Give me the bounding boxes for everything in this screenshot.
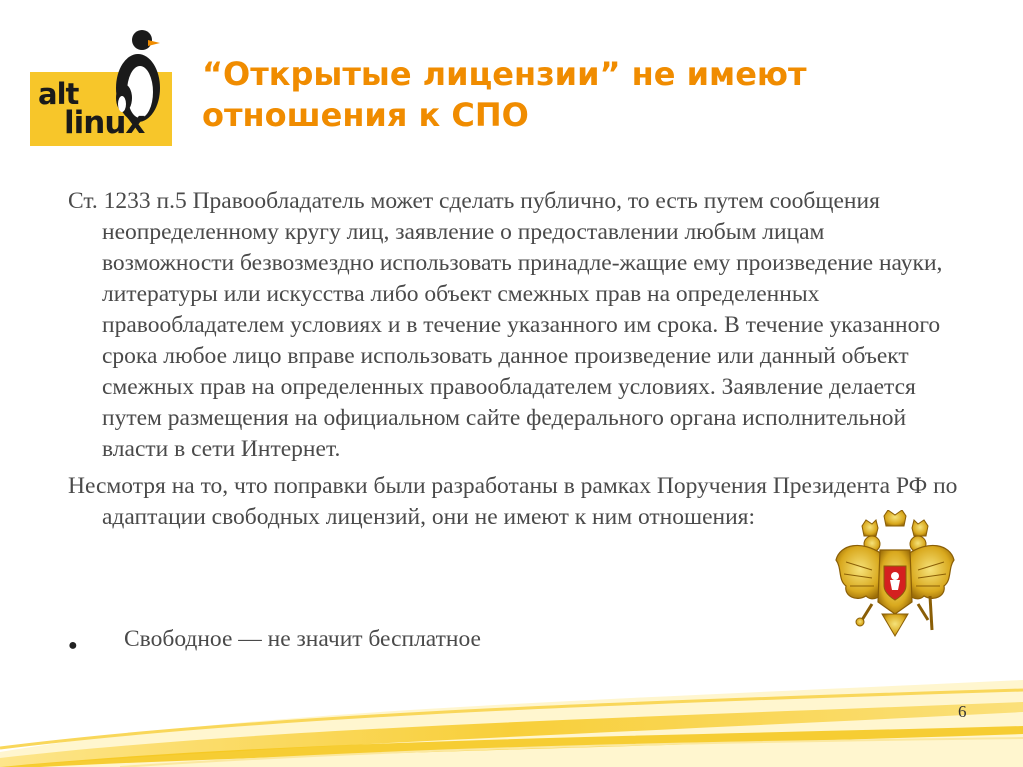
bullet-icon: ● (68, 637, 78, 654)
slide-title: “Открытые лицензии” не имеют отношения к СПО (202, 55, 807, 134)
coat-of-arms-icon (832, 510, 958, 638)
page-number: 6 (958, 702, 967, 721)
paragraph-article: Ст. 1233 п.5 Правообладатель может сделать публично, то есть путем сообщения неопределенному кругу лиц, заявление о предоставлении любым лицам возможности безвозмездно использовать принадле-жащие ему произведение науки, литературы или искусства либо объект смежных прав на определенных правообладателем условиях и в течение указанного им срока. В течение указанного срока любое лицо вправе использовать данное произведение или данный объект смежных прав на определенных правообладателем условиях. Заявление делается путем размещения на официальном сайте федерального органа исполнительной власти в сети Интернет. (68, 188, 943, 462)
bullet-text: Свободное — не значит бесплатное (124, 626, 481, 652)
footer-swoosh (0, 640, 1023, 767)
paragraph-amendments: Несмотря на то, что поправки были разработаны в рамках Поручения Президента РФ по адаптации свободных лицензий, они не имеют к ним отношения: (68, 473, 958, 530)
logo-word-alt: alt (38, 77, 79, 111)
altlinux-logo (30, 28, 172, 146)
logo-word-linux: linux (64, 105, 145, 141)
body-text (68, 186, 958, 533)
